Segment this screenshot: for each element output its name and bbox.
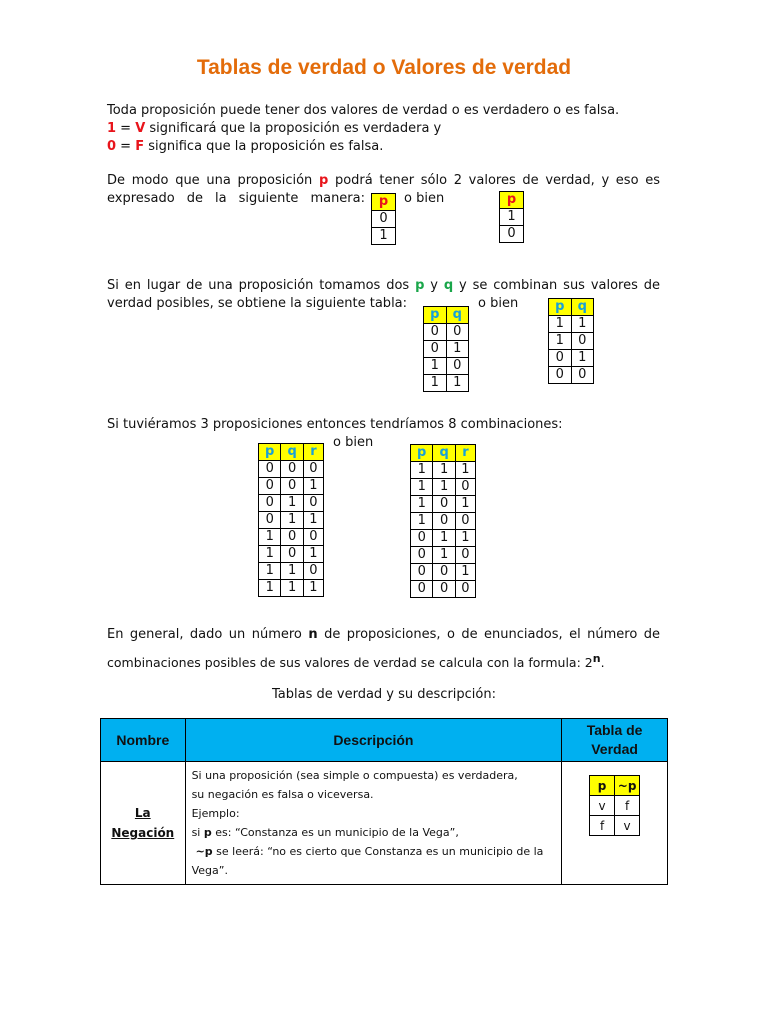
table-cell: 1 xyxy=(411,479,433,496)
single-line-1 xyxy=(107,172,660,190)
double-q: q xyxy=(443,278,454,293)
row-description xyxy=(185,762,562,885)
general-text-d: . xyxy=(600,655,605,671)
table-cell: 0 xyxy=(455,479,475,496)
table-cell: 0 xyxy=(303,495,323,512)
desc-text: se leerá: “no es cierto que Constanza es un municipio de la xyxy=(212,845,544,858)
table-cell: 1 xyxy=(433,462,455,479)
table-cell: 1 xyxy=(372,228,396,245)
table-cell: 1 xyxy=(433,530,455,547)
table-cell: 1 xyxy=(411,462,433,479)
negation-truth-table xyxy=(589,775,640,836)
desc-text: es: “Constanza es un municipio de la Vega”, xyxy=(211,826,459,839)
header-nombre: Nombre xyxy=(101,719,186,762)
desc-line xyxy=(192,823,556,842)
table-header-q: q xyxy=(281,444,303,461)
general-text-c: combinaciones posibles de sus valores de verdad se calcula con la formula: 2 xyxy=(107,655,593,671)
table-cell: v xyxy=(615,816,640,836)
one-number: 1 xyxy=(107,121,117,136)
table-cell: 0 xyxy=(259,478,281,495)
table-cell: 0 xyxy=(303,563,323,580)
double-line-1 xyxy=(107,277,660,295)
table-cell: 1 xyxy=(281,580,303,597)
row-name-line1: La xyxy=(134,806,151,820)
truth-table-triple-1 xyxy=(258,443,324,597)
row-name-negacion xyxy=(101,762,186,885)
table-cell: 0 xyxy=(372,211,396,228)
table-cell: 0 xyxy=(281,529,303,546)
single-text-b: podrá tener sólo 2 valores de verdad, y eso es xyxy=(328,173,660,188)
table-header-q: q xyxy=(571,299,594,316)
double-line-2: verdad posibles, se obtiene la siguiente tabla: xyxy=(107,296,408,311)
table-header-p: p xyxy=(549,299,572,316)
table-cell: 0 xyxy=(571,333,594,350)
general-exponent: n xyxy=(592,652,601,665)
table-cell: 1 xyxy=(259,563,281,580)
table-cell: 1 xyxy=(424,358,447,375)
table-cell: 1 xyxy=(281,495,303,512)
general-line-1 xyxy=(107,626,660,644)
table-header-r: r xyxy=(455,445,475,462)
table-header-p: p xyxy=(590,776,615,796)
table-cell: 0 xyxy=(259,495,281,512)
table-header-p: p xyxy=(259,444,281,461)
table-header-q: q xyxy=(433,445,455,462)
one-equals: = xyxy=(116,121,136,136)
description-table xyxy=(100,718,668,885)
table-cell: 0 xyxy=(411,530,433,547)
table-cell: 0 xyxy=(281,546,303,563)
table-cell: v xyxy=(590,796,615,816)
table-cell: 1 xyxy=(433,547,455,564)
row-name-line2: Negación xyxy=(111,826,175,840)
table-caption: Tablas de verdad y su descripción: xyxy=(272,687,496,702)
table-cell: 0 xyxy=(433,513,455,530)
table-cell: 0 xyxy=(433,496,455,513)
table-cell: 1 xyxy=(303,546,323,563)
header-tabla-verdad xyxy=(562,719,668,762)
table-cell: 0 xyxy=(455,513,475,530)
table-cell: 0 xyxy=(281,461,303,478)
table-cell: 1 xyxy=(455,462,475,479)
table-cell: 0 xyxy=(571,367,594,384)
table-header: p xyxy=(500,192,524,209)
table-cell: 0 xyxy=(433,581,455,598)
double-text-a: Si en lugar de una proposición tomamos dos xyxy=(107,278,416,293)
table-cell: 0 xyxy=(411,547,433,564)
table-cell: 1 xyxy=(500,209,524,226)
table-cell: 0 xyxy=(455,581,475,598)
table-cell: 0 xyxy=(549,350,572,367)
single-line-2: expresado de la siguiente manera: xyxy=(107,191,365,206)
table-cell: 1 xyxy=(259,546,281,563)
table-cell: 1 xyxy=(455,530,475,547)
header-tabla-line2: Verdad xyxy=(591,741,638,757)
table-cell: 0 xyxy=(446,324,469,341)
double-y: y xyxy=(424,278,444,293)
desc-line: su negación es falsa o viceversa. xyxy=(191,788,374,801)
single-p: p xyxy=(318,173,329,188)
header-descripcion: Descripción xyxy=(185,719,562,762)
zero-equals: = xyxy=(116,139,136,154)
single-text-a: De modo que una proposición xyxy=(107,173,319,188)
table-cell: 1 xyxy=(411,513,433,530)
truth-table-single-1 xyxy=(371,193,396,245)
table-cell: 0 xyxy=(424,341,447,358)
intro-line-false xyxy=(107,138,383,155)
table-cell: 1 xyxy=(303,512,323,529)
table-cell: 1 xyxy=(455,564,475,581)
table-cell: 1 xyxy=(281,563,303,580)
table-cell: 0 xyxy=(303,529,323,546)
table-header-r: r xyxy=(303,444,323,461)
table-header-p: p xyxy=(424,307,447,324)
table-cell: 1 xyxy=(433,479,455,496)
table-cell: 1 xyxy=(549,316,572,333)
table-cell: 0 xyxy=(411,581,433,598)
double-text-b: y se combinan sus valores de xyxy=(453,278,661,293)
general-text-b: de proposiciones, o de enunciados, el número de xyxy=(317,627,660,642)
zero-text: significa que la proposición es falsa. xyxy=(144,139,384,154)
header-tabla-line1: Tabla de xyxy=(586,722,643,738)
truth-table-double-2 xyxy=(548,298,594,384)
table-cell: 0 xyxy=(303,461,323,478)
truth-table-single-2 xyxy=(499,191,524,243)
table-header-not-p: ~p xyxy=(615,776,640,796)
intro-line-true xyxy=(107,120,441,137)
table-cell: 1 xyxy=(259,580,281,597)
table-cell: 0 xyxy=(549,367,572,384)
general-text-a: En general, dado un número xyxy=(107,627,309,642)
table-cell: 0 xyxy=(411,564,433,581)
desc-not-p: ~p xyxy=(195,845,213,858)
double-obien: o bien xyxy=(478,296,519,311)
table-cell: 1 xyxy=(303,478,323,495)
triple-obien: o bien xyxy=(333,435,374,450)
table-cell: 1 xyxy=(281,512,303,529)
table-cell: 0 xyxy=(446,358,469,375)
desc-line: Ejemplo: xyxy=(191,807,240,820)
table-cell: 1 xyxy=(549,333,572,350)
zero-letter: F xyxy=(135,139,145,154)
table-cell: 1 xyxy=(259,529,281,546)
table-header-q: q xyxy=(446,307,469,324)
table-cell: 1 xyxy=(446,341,469,358)
table-cell: 0 xyxy=(500,226,524,243)
desc-line xyxy=(192,842,556,861)
page-title: Tablas de verdad o Valores de verdad xyxy=(196,56,572,79)
desc-line: Si una proposición (sea simple o compuesta) es verdadera, xyxy=(191,769,518,782)
table-cell: 1 xyxy=(424,375,447,392)
table-cell: 1 xyxy=(455,496,475,513)
desc-p: p xyxy=(203,826,212,839)
table-header: p xyxy=(372,194,396,211)
table-header-p: p xyxy=(411,445,433,462)
table-cell: 1 xyxy=(411,496,433,513)
truth-table-triple-2 xyxy=(410,444,476,598)
table-cell: 0 xyxy=(259,461,281,478)
table-cell: f xyxy=(590,816,615,836)
one-text: significará que la proposición es verdadera y xyxy=(145,121,442,136)
one-letter: V xyxy=(135,121,146,136)
truth-table-double-1 xyxy=(423,306,469,392)
table-cell: 0 xyxy=(455,547,475,564)
intro-line-1: Toda proposición puede tener dos valores de verdad o es verdadero o es falsa. xyxy=(107,103,620,118)
desc-text: si xyxy=(191,826,204,839)
desc-line: Vega”. xyxy=(191,864,228,877)
row-truth-table-cell xyxy=(562,762,668,885)
table-cell: 1 xyxy=(571,316,594,333)
table-cell: 1 xyxy=(303,580,323,597)
single-obien: o bien xyxy=(404,191,445,206)
table-cell: 0 xyxy=(433,564,455,581)
general-line-2 xyxy=(107,650,605,671)
general-n: n xyxy=(308,627,318,642)
table-cell: f xyxy=(615,796,640,816)
table-cell: 0 xyxy=(424,324,447,341)
table-cell: 1 xyxy=(571,350,594,367)
table-cell: 0 xyxy=(281,478,303,495)
zero-number: 0 xyxy=(107,139,117,154)
double-p: p xyxy=(415,278,425,293)
triple-line-1: Si tuviéramos 3 proposiciones entonces tendríamos 8 combinaciones: xyxy=(107,417,563,432)
table-cell: 1 xyxy=(446,375,469,392)
table-cell: 0 xyxy=(259,512,281,529)
